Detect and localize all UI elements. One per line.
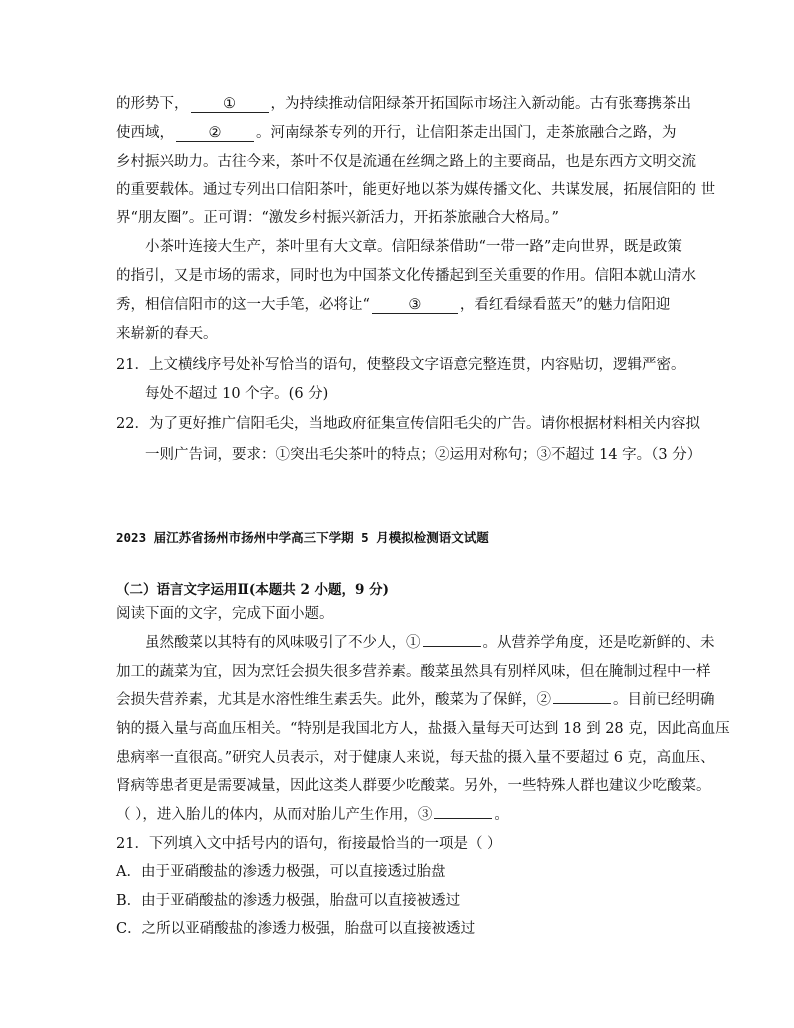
passage1-line-4: 的重要载体。通过专列出口信阳茶叶，能更好地以茶为媒传播文化、共谋发展，拓展信阳的 世 [116, 182, 716, 198]
passage1-line-3: 乡村振兴助力。古往今来，茶叶不仅是流通在丝绸之路上的主要商品，也是东西方文明交流 [116, 154, 696, 170]
passage1-line-1 [116, 94, 691, 114]
blank-4 [423, 646, 481, 647]
passage2-line-4: 钠的摄入量与高血压相关。“特别是我国北方人，盐摄入量每天可达到 18 到 28 克，因此高血压 [116, 721, 730, 737]
text: ，看红看绿看蓝天”的魅力信阳迎 [459, 297, 671, 313]
question-21-line-2: 每处不超过 10 个字。(6 分) [145, 386, 329, 402]
passage2-line-2: 加工的蔬菜为宜，因为烹饪会损失很多营养素。酸菜虽然具有别样风味，但在腌制过程中一样 [116, 664, 711, 680]
passage1-line-7: 的指引，又是市场的需求，同时也为中国茶文化传播起到至关重要的作用。信阳本就山清水 [116, 268, 696, 284]
text: 。从营养学角度，还是吃新鲜的、未 [482, 635, 715, 651]
blank-2: ② [176, 125, 254, 142]
passage1-line-6: 小茶叶连接大生产，茶叶里有大文章。信阳绿茶借助“一带一路”走向世界，既是政策 [145, 239, 682, 255]
passage2-line-6: 肾病等患者更是需要减量，因此这类人群要少吃酸菜。另外，一些特殊人群也建议少吃酸菜。 [116, 778, 711, 794]
text: ，为持续推动信阳绿茶开拓国际市场注入新动能。古有张骞携茶出 [270, 96, 691, 112]
text: 秀，相信信阳市的这一大手笔，必将让“ [116, 297, 370, 313]
text: 会损失营养素，尤其是水溶性维生素丢失。此外，酸菜为了保鲜，② [116, 692, 551, 708]
passage2-line-3 [116, 690, 715, 710]
text: 。河南绿茶专列的开行，让信阳茶走出国门，走茶旅融合之路，为 [256, 125, 677, 141]
text: 使西域， [116, 125, 174, 141]
passage2-line-7 [116, 805, 509, 825]
question-22-line-1: 22．为了更好推广信阳毛尖，当地政府征集宣传信阳毛尖的广告。请你根据材料相关内容拟 [116, 416, 700, 432]
passage2-line-1 [145, 633, 715, 653]
blank-5 [553, 703, 611, 704]
question-21b: 21．下列填入文中括号内的语句，衔接最恰当的一项是（ ） [116, 836, 502, 852]
passage1-line-9: 来崭新的春天。 [116, 326, 218, 342]
text: 虽然酸菜以其特有的风味吸引了不少人，① [145, 635, 421, 651]
text: 的形势下， [116, 96, 189, 112]
option-a: A．由于亚硝酸盐的渗透力极强，可以直接透过胎盘 [116, 864, 446, 880]
option-b: B．由于亚硝酸盐的渗透力极强，胎盘可以直接被透过 [116, 893, 461, 909]
passage1-line-2 [116, 123, 677, 143]
passage1-line-8 [116, 295, 670, 315]
text: 。 [494, 807, 509, 823]
instruction: 阅读下面的文字，完成下面小题。 [116, 606, 334, 622]
passage1-line-5: 界“朋友圈”。正可谓：“激发乡村振兴新活力，开拓茶旅融合大格局。” [116, 210, 559, 226]
blank-6 [434, 818, 492, 819]
blank-3: ③ [372, 297, 458, 314]
question-22-line-2: 一则广告词，要求：①突出毛尖茶叶的特点；②运用对称句；③不超过 14 字。（3 分） [145, 447, 702, 463]
option-c: C．之所以亚硝酸盐的渗透力极强，胎盘可以直接被透过 [116, 921, 476, 937]
blank-1: ① [191, 96, 269, 113]
passage2-line-5: 患病率一直很高。”研究人员表示，对于健康人来说，每天盐的摄入量不要超过 6 克，高血压、 [116, 750, 715, 766]
text: 。目前已经明确 [613, 692, 715, 708]
section-heading: （二）语言文字运用Ⅱ(本题共 2 小题，9 分) [116, 582, 390, 598]
exam-title: 2023 届江苏省扬州市扬州中学高三下学期 5 月模拟检测语文试题 [116, 530, 489, 545]
text: （ ），进入胎儿的体内，从而对胎儿产生作用，③ [116, 807, 433, 823]
question-21-line-1: 21．上文横线序号处补写恰当的语句，使整段文字语意完整连贯，内容贴切，逻辑严密。 [116, 357, 686, 373]
